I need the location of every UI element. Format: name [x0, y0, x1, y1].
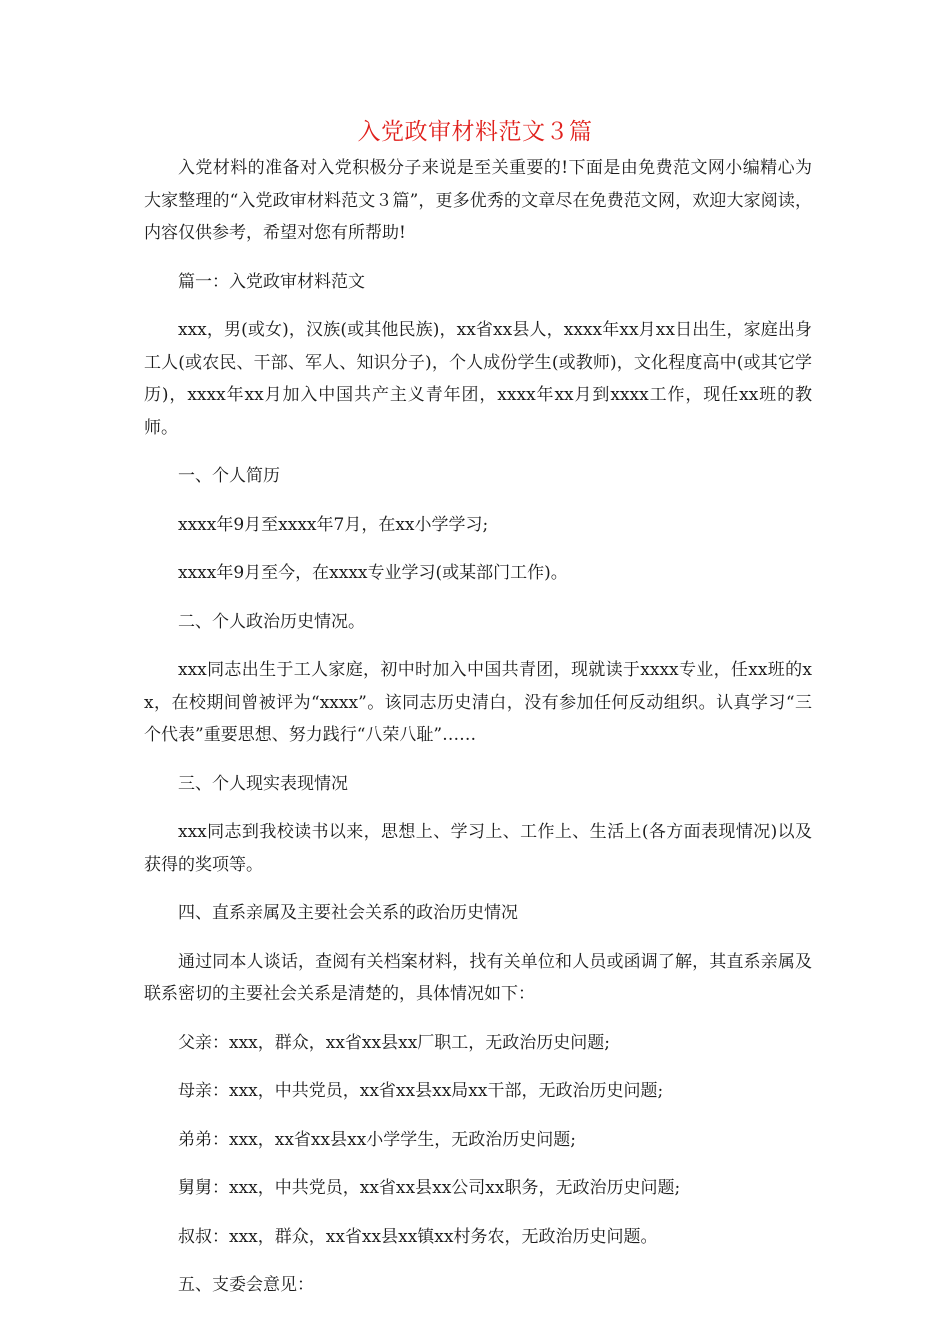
- relatives-intro-paragraph: 通过同本人谈话，查阅有关档案材料，找有关单位和人员或函调了解，其直系亲属及联系密切的主要社会关系是清楚的，具体情况如下：: [144, 951, 812, 1004]
- personal-info-paragraph: xxx，男(或女)，汉族(或其他民族)，xx省xx县人，xxxx年xx月xx日出生，家庭出身工人(或农民、干部、军人、知识分子)，个人成份学生(或教师)，文化程度高中(或其它学历)，xxxx年xx月加入中国共产主义青年团，xxxx年xx月到xxxx工作，现任xx班的教师。: [144, 320, 812, 438]
- political-history-paragraph: xxx同志出生于工人家庭，初中时加入中国共青团，现就读于xxxx专业，任xx班的xx，在校期间曾被评为“xxxx”。该同志历史清白，没有参加任何反动组织。认真学习“三个代表”重要思想、努力践行“八荣八耻”……: [144, 660, 812, 745]
- relative-item: 母亲：xxx，中共党员，xx省xx县xx局xx干部，无政治历史问题;: [178, 1081, 664, 1101]
- current-performance-paragraph: xxx同志到我校读书以来，思想上、学习上、工作上、生活上(各方面表现情况)以及获得的奖项等。: [144, 822, 812, 875]
- section-heading-political-history: 二、个人政治历史情况。: [178, 611, 365, 632]
- relative-item: 叔叔：xxx，群众，xx省xx县xx镇xx村务农，无政治历史问题。: [178, 1226, 658, 1247]
- document-body: [144, 152, 812, 1318]
- section-heading-resume: 一、个人简历: [178, 466, 280, 486]
- intro-paragraph: 入党材料的准备对入党积极分子来说是至关重要的!下面是由免费范文网小编精心为大家整理的“入党政审材料范文３篇”，更多优秀的文章尽在免费范文网，欢迎大家阅读，内容仅供参考，希望对您有所帮助!: [144, 158, 812, 243]
- resume-item: xxxx年9月至今，在xxxx专业学习(或某部门工作)。: [178, 563, 568, 583]
- relative-item: 父亲：xxx，群众，xx省xx县xx厂职工，无政治历史问题;: [178, 1032, 611, 1053]
- relative-item: 弟弟：xxx，xx省xx县xx小学学生，无政治历史问题;: [178, 1129, 577, 1150]
- resume-item: xxxx年9月至xxxx年7月，在xx小学学习;: [178, 514, 489, 535]
- section-heading-current-performance: 三、个人现实表现情况: [178, 773, 348, 794]
- document-title: 入党政审材料范文３篇: [357, 119, 593, 145]
- section-heading-relatives: 四、直系亲属及主要社会关系的政治历史情况: [178, 903, 518, 923]
- relative-item: 舅舅：xxx，中共党员，xx省xx县xx公司xx职务，无政治历史问题;: [178, 1178, 681, 1198]
- section-heading-part-one: 篇一：入党政审材料范文: [178, 271, 365, 292]
- section-heading-committee-opinion: 五、支委会意见：: [178, 1275, 314, 1295]
